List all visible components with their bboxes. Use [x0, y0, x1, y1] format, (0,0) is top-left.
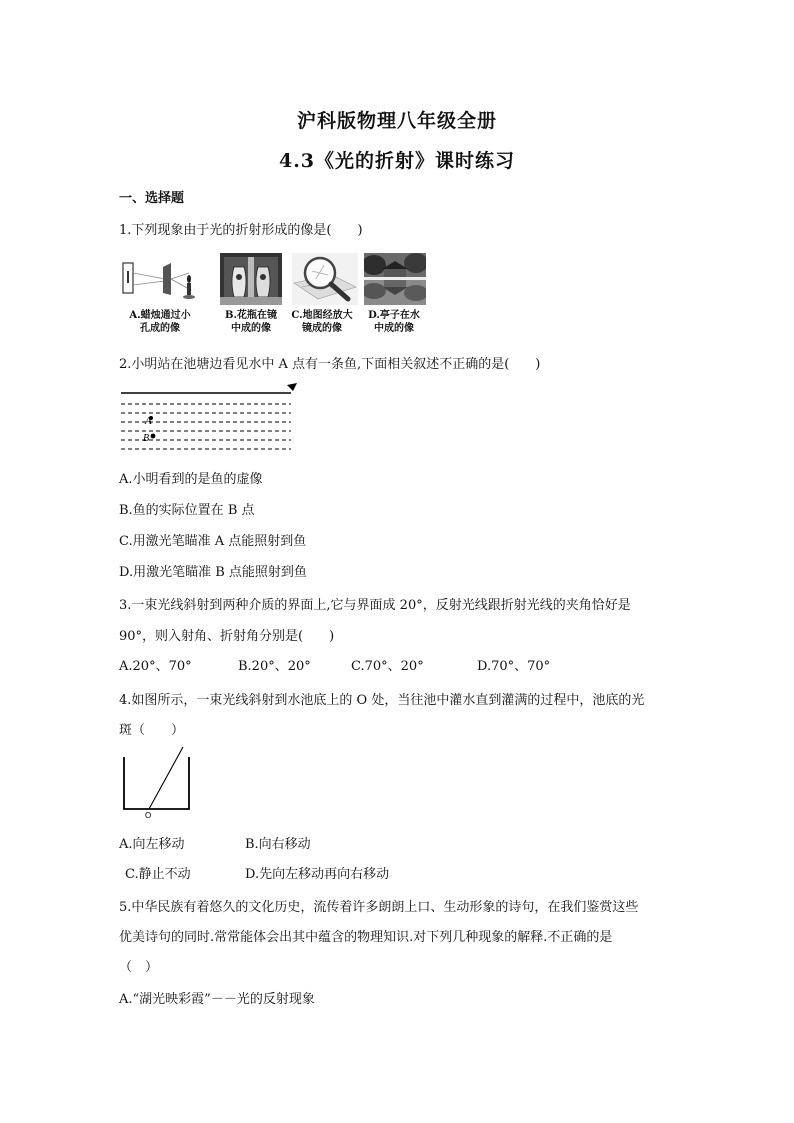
q4-option-a: A.向左移动 — [119, 837, 185, 852]
q3-stem-line2: 90°，则入射角、折射角分别是( ) — [119, 629, 335, 644]
q4-option-d: D.先向左移动再向右移动 — [245, 867, 390, 882]
q4-option-c: C.静止不动 — [125, 867, 191, 882]
q3-stem-line1: 3.一束光线斜射到两种介质的界面上,它与界面成 20°，反射光线跟折射光线的夹角恰好是 — [119, 598, 631, 613]
page-title: 沪科版物理八年级全册 — [296, 110, 497, 132]
q5-stem-line1: 5.中华民族有着悠久的文化历史，流传着许多朗朗上口、生动形象的诗句，在我们鉴赏这些 — [119, 900, 639, 915]
pool-diagram-svg — [119, 745, 199, 820]
point-a-label: A — [145, 415, 152, 427]
q5-stem-line3: （ ） — [119, 960, 159, 975]
q1-image-c — [292, 253, 358, 305]
q3-option-b: B.20°、20° — [238, 659, 311, 674]
q2-pond-diagram — [119, 378, 309, 456]
pond-diagram-svg — [119, 378, 309, 456]
q2-option-a: A.小明看到的是鱼的虚像 — [119, 472, 263, 487]
q1-caption-d: D.亭子在水 中成的像 — [368, 310, 420, 334]
pinhole-candle-image — [119, 253, 195, 305]
q1-image-b — [220, 253, 282, 305]
q1-caption-a: A.蜡烛通过小 孔成的像 — [129, 310, 191, 334]
light-ray — [149, 747, 183, 809]
q2-stem: 2.小明站在池塘边看见水中 A 点有一条鱼,下面相关叙述不正确的是( ) — [119, 357, 541, 372]
q5-option-a: A.“湖光映彩霞”－－光的反射现象 — [119, 992, 315, 1007]
q2-option-d: D.用激光笔瞄准 B 点能照射到鱼 — [119, 565, 307, 580]
q4-stem-line1: 4.如图所示，一束光线斜射到水池底上的 O 处，当往池中灌水直到灌满的过程中，池底的光 — [119, 693, 645, 708]
q1-image-a — [119, 253, 195, 305]
q1-image-d — [364, 253, 426, 305]
q1-stem: 1.下列现象由于光的折射形成的像是( ) — [119, 223, 363, 238]
q3-option-d: D.70°、70° — [477, 659, 551, 674]
q2-option-c: C.用激光笔瞄准 A 点能照射到鱼 — [119, 534, 307, 549]
point-b-dot — [151, 434, 156, 439]
pavilion-reflection-image — [364, 253, 426, 305]
q4-stem-line2: 斑（ ） — [119, 723, 185, 738]
magnifier-map-image — [292, 253, 358, 305]
point-o-label: O — [145, 811, 152, 820]
eye-icon — [287, 383, 297, 391]
point-b-label: B — [143, 433, 150, 444]
q4-option-b: B.向右移动 — [245, 837, 311, 852]
q3-option-a: A.20°、70° — [119, 659, 192, 674]
section-label: 一、选择题 — [119, 191, 185, 206]
q5-stem-line2: 优美诗句的同时.常常能体会出其中蕴含的物理知识.对下列几种现象的解释.不正确的是 — [119, 930, 613, 945]
q1-caption-b: B.花瓶在镜 中成的像 — [225, 310, 277, 334]
vase-mirror-image — [220, 253, 282, 305]
q2-option-b: B.鱼的实际位置在 B 点 — [119, 503, 255, 518]
q1-caption-c: C.地图经放大 镜成的像 — [291, 310, 353, 334]
page-subtitle: 4.3《光的折射》课时练习 — [278, 150, 516, 172]
q3-option-c: C.70°、20° — [351, 659, 424, 674]
q4-pool-diagram — [119, 745, 199, 820]
